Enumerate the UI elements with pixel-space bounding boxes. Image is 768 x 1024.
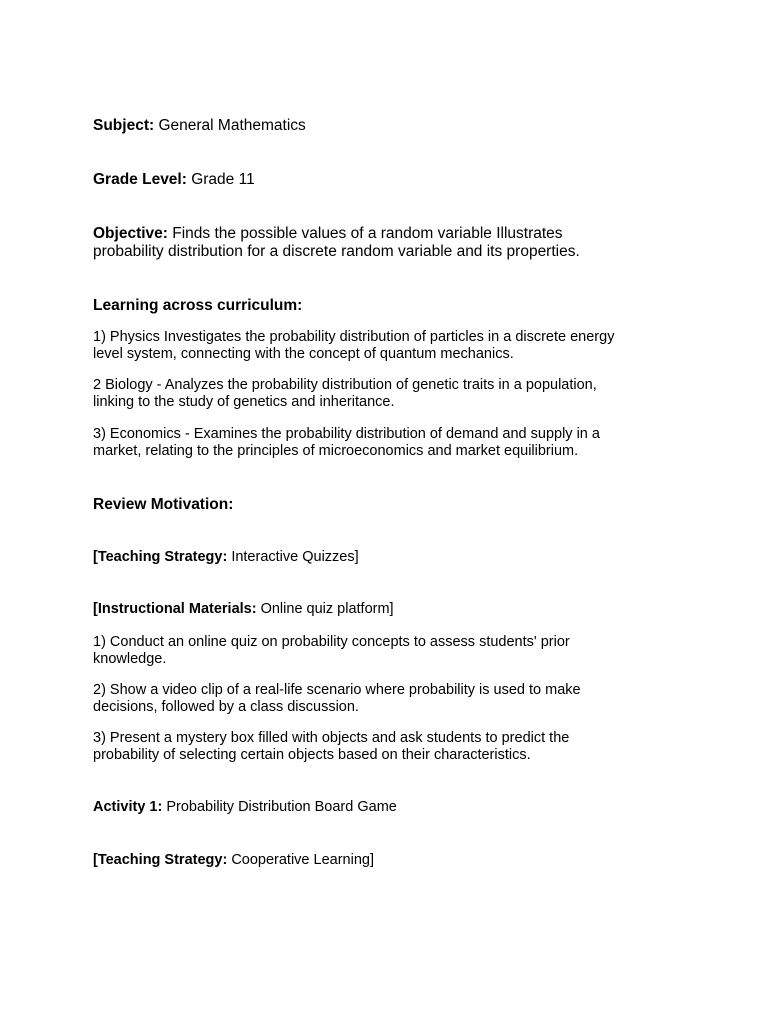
review-item-1-line-1: 1) Conduct an online quiz on probability concepts to assess students' prior <box>93 634 570 650</box>
activity-teaching-strategy-line <box>93 852 673 869</box>
instructional-materials-label: [Instructional Materials: <box>93 601 257 617</box>
objective-line-1 <box>93 224 673 243</box>
activity-teaching-strategy-label: [Teaching Strategy: <box>93 852 228 868</box>
grade-level-label: Grade Level: <box>93 171 187 188</box>
review-item-3-line-2: probability of selecting certain objects based on their characteristics. <box>93 747 531 763</box>
activity-1-line <box>93 799 673 816</box>
activity-1-value: Probability Distribution Board Game <box>166 799 397 815</box>
review-teaching-strategy-value: Interactive Quizzes] <box>231 549 359 565</box>
curriculum-item-3-line-1: 3) Economics - Examines the probability distribution of demand and supply in a <box>93 426 600 442</box>
learning-across-curriculum-heading: Learning across curriculum: <box>93 297 303 314</box>
instructional-materials-line <box>93 601 673 618</box>
grade-level-value: Grade 11 <box>191 171 255 188</box>
review-item-3-line-1: 3) Present a mystery box filled with objects and ask students to predict the <box>93 730 570 746</box>
curriculum-item-2-line-1: 2 Biology - Analyzes the probability distribution of genetic traits in a population, <box>93 377 597 393</box>
grade-level-line <box>93 170 673 189</box>
review-item-2-line-2: decisions, followed by a class discussion. <box>93 699 359 715</box>
objective-line-2: probability distribution for a discrete random variable and its properties. <box>93 243 580 260</box>
objective-text-1: Finds the possible values of a random variable Illustrates <box>172 225 563 242</box>
subject-value: General Mathematics <box>158 117 306 134</box>
curriculum-item-3-line-2: market, relating to the principles of microeconomics and market equilibrium. <box>93 443 579 459</box>
subject-label: Subject: <box>93 117 155 134</box>
review-motivation-heading: Review Motivation: <box>93 496 234 513</box>
objective-label: Objective: <box>93 225 168 242</box>
subject-line <box>93 116 673 135</box>
review-teaching-strategy-label: [Teaching Strategy: <box>93 549 228 565</box>
review-item-1-line-2: knowledge. <box>93 651 167 667</box>
instructional-materials-value: Online quiz platform] <box>260 601 394 617</box>
review-teaching-strategy-line <box>93 549 673 566</box>
curriculum-item-2-line-2: linking to the study of genetics and inheritance. <box>93 394 395 410</box>
curriculum-item-1-line-2: level system, connecting with the concept of quantum mechanics. <box>93 346 514 362</box>
review-item-2-line-1: 2) Show a video clip of a real-life scenario where probability is used to make <box>93 682 581 698</box>
activity-1-label: Activity 1: <box>93 799 163 815</box>
activity-teaching-strategy-value: Cooperative Learning] <box>231 852 374 868</box>
curriculum-item-1-line-1: 1) Physics Investigates the probability distribution of particles in a discrete energy <box>93 329 615 345</box>
